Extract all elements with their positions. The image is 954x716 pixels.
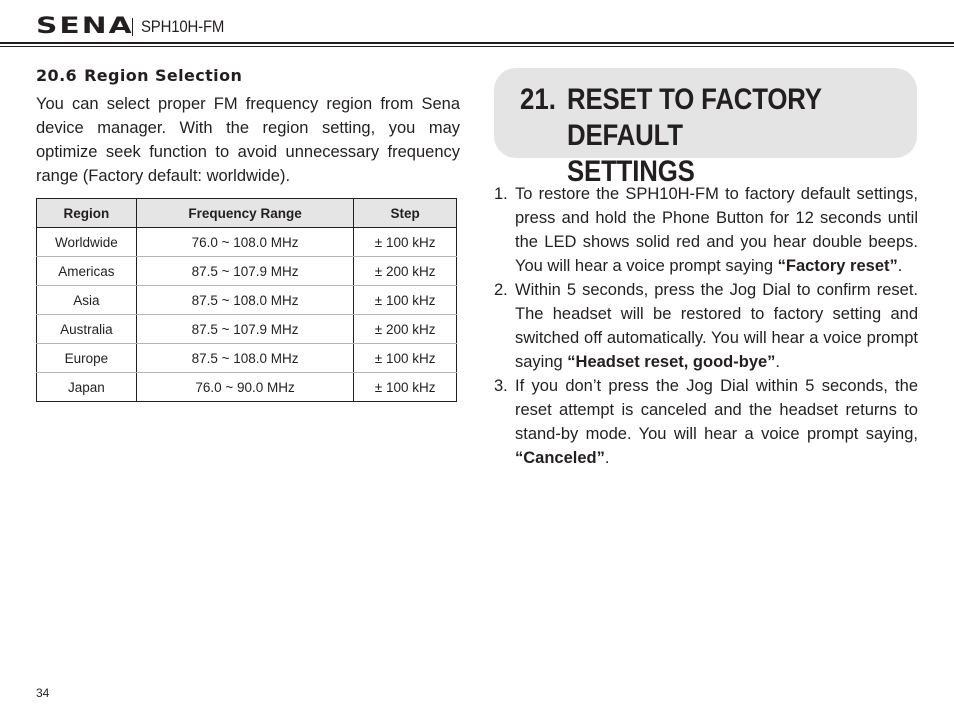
page-number: 34 [36,686,50,700]
step-text: Within 5 seconds, press the Jog Dial to confirm reset. The headset will be restored to factory setting and switched off automatically. You will hear a voice prompt saying [515,281,918,371]
sena-logo: SENA [36,14,134,39]
voice-prompt: “Factory reset” [777,257,898,275]
region-cell: Asia [37,286,137,315]
column-header-step: Step [354,199,457,228]
step-number: 2. [494,281,508,299]
frequency-cell: 87.5 ~ 107.9 MHz [136,257,353,286]
step-end: . [604,449,610,467]
list-item [494,182,918,278]
frequency-cell: 87.5 ~ 107.9 MHz [136,315,353,344]
step-cell: ± 100 kHz [354,286,457,315]
column-header-frequency-range: Frequency Range [136,199,353,228]
reset-steps-list [494,182,918,470]
list-item [494,374,918,470]
model-name: SPH10H-FM [141,17,225,36]
frequency-cell: 76.0 ~ 108.0 MHz [136,228,353,257]
section-title: Region Selection [84,66,243,85]
region-cell: Worldwide [37,228,137,257]
table-header-row [37,199,457,228]
region-cell: Americas [37,257,137,286]
chapter-title-box [494,68,917,188]
step-cell: ± 100 kHz [354,344,457,373]
section-number: 20.6 [36,66,78,85]
region-cell: Japan [37,373,137,402]
header-rule-thin [0,46,954,47]
step-number: 1. [494,185,508,203]
list-item [494,278,918,374]
section-heading-region-selection [36,66,242,85]
step-text: To restore the SPH10H-FM to factory default settings, press and hold the Phone Button for 12 seconds until the LED shows solid red and you hear double beeps. You will hear a voice prompt saying [515,185,918,275]
region-cell: Australia [37,315,137,344]
step-number: 3. [494,377,508,395]
table-row [37,286,457,315]
table-row [37,344,457,373]
chapter-title [567,82,911,190]
table-row [37,228,457,257]
table-row [37,373,457,402]
column-header-region: Region [37,199,137,228]
table-row [37,315,457,344]
region-intro-paragraph: You can select proper FM frequency region from Sena device manager. With the region setting, you may optimize seek function to avoid unnecessary frequency range (Factory default: worldwide). [36,95,460,185]
step-end: . [897,257,903,275]
frequency-cell: 76.0 ~ 90.0 MHz [136,373,353,402]
chapter-number: 21. [520,83,556,116]
frequency-cell: 87.5 ~ 108.0 MHz [136,286,353,315]
table-row [37,257,457,286]
step-text: If you don’t press the Jog Dial within 5 seconds, the reset attempt is canceled and the headset returns to stand-by mode. You will hear a voice prompt saying, [515,377,918,443]
step-cell: ± 100 kHz [354,228,457,257]
page-header [36,14,236,40]
header-rule-thick [0,42,954,44]
step-cell: ± 200 kHz [354,257,457,286]
step-cell: ± 100 kHz [354,373,457,402]
voice-prompt: “Headset reset, good-bye” [567,353,776,371]
region-table [36,198,457,402]
chapter-title-line-1: RESET TO FACTORY DEFAULT [567,83,822,152]
chapter-title-line-2: SETTINGS [567,155,695,188]
step-cell: ± 200 kHz [354,315,457,344]
voice-prompt: “Canceled” [515,449,605,467]
step-end: . [775,353,781,371]
region-cell: Europe [37,344,137,373]
frequency-cell: 87.5 ~ 108.0 MHz [136,344,353,373]
